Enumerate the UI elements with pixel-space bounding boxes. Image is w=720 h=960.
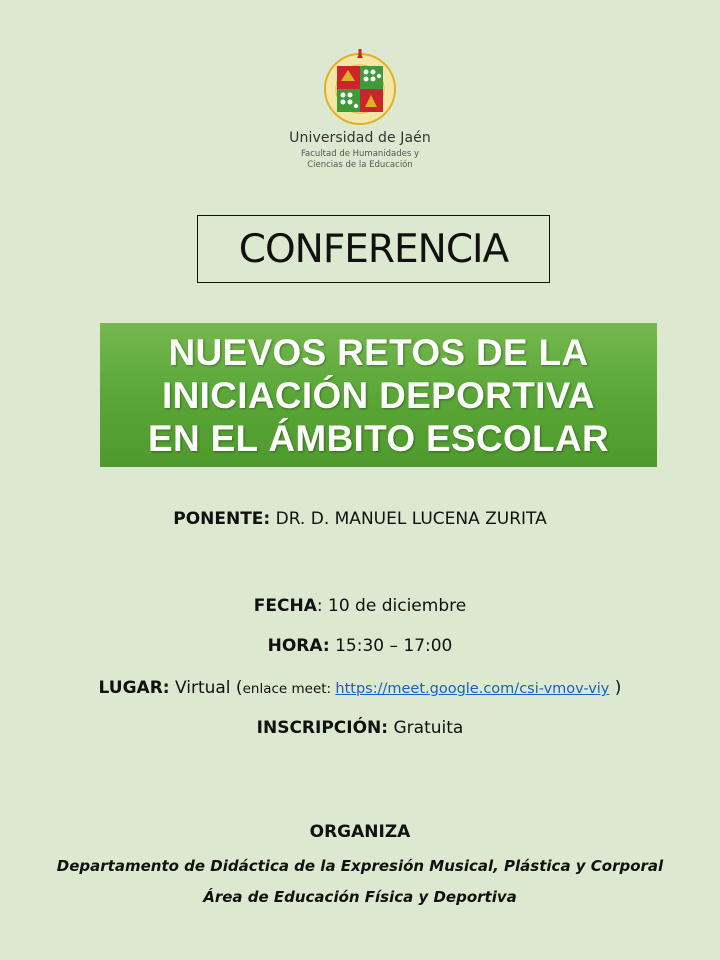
title-line-1: NUEVOS RETOS DE LA	[168, 332, 589, 373]
registration-value: Gratuita	[393, 718, 464, 738]
organizer-heading-text: ORGANIZA	[309, 822, 411, 842]
university-logo	[270, 48, 450, 171]
registration-row	[0, 718, 720, 738]
event-title-banner	[100, 323, 657, 467]
speaker-row	[0, 509, 720, 529]
place-label: LUGAR:	[98, 678, 170, 698]
place-value: Virtual (	[174, 678, 243, 698]
speaker-value: DR. D. MANUEL LUCENA ZURITA	[275, 509, 547, 529]
university-seal-icon	[321, 48, 399, 126]
meet-link[interactable]: https://meet.google.com/csi-vmov-viy	[335, 681, 610, 697]
place-row	[0, 678, 720, 698]
faculty-line-2: Ciencias de la Educación	[307, 160, 413, 170]
faculty-line-1: Facultad de Humanidades y	[300, 149, 420, 159]
organizer-department: Departamento de Didáctica de la Expresión Musical, Plástica y Corporal	[56, 857, 664, 875]
date-value: : 10 de diciembre	[316, 596, 467, 616]
title-line-2: INICIACIÓN DEPORTIVA	[162, 375, 595, 416]
place-suffix: )	[609, 678, 622, 698]
organizer-heading	[0, 822, 720, 842]
time-label: HORA:	[267, 636, 330, 656]
faculty-name	[270, 149, 450, 171]
time-row	[0, 636, 720, 656]
event-type-heading: CONFERENCIA	[197, 215, 550, 283]
university-name: Universidad de Jaén	[289, 130, 431, 146]
organizer-area: Área de Educación Física y Deportiva	[203, 888, 517, 906]
place-link-prefix: enlace meet:	[242, 681, 336, 697]
time-value: 15:30 – 17:00	[335, 636, 453, 656]
speaker-label: PONENTE:	[173, 509, 271, 529]
title-line-3: EN EL ÁMBITO ESCOLAR	[147, 418, 609, 459]
registration-label: INSCRIPCIÓN:	[256, 718, 389, 738]
date-row	[0, 596, 720, 616]
date-label: FECHA	[253, 596, 317, 616]
